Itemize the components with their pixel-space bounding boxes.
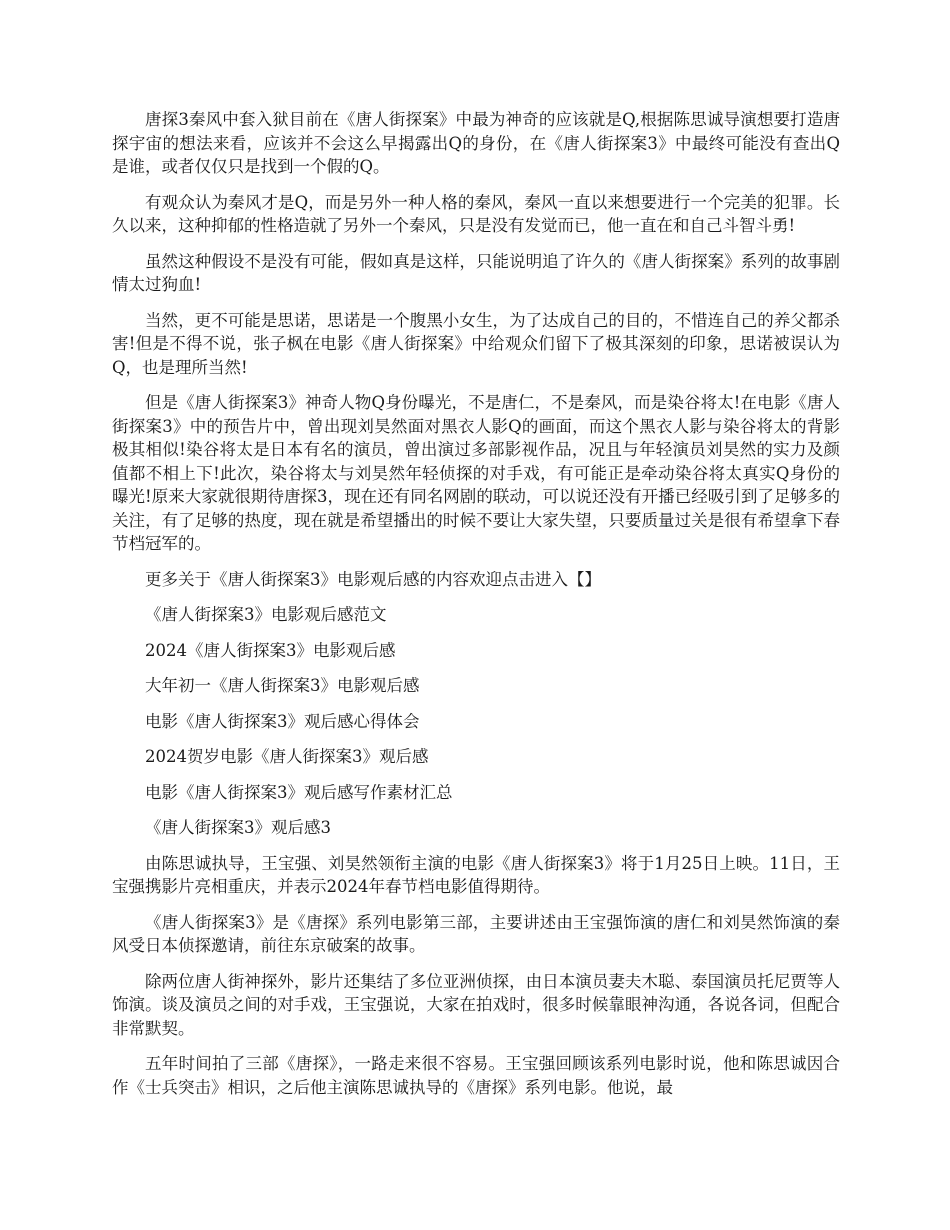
- paragraph: 有观众认为秦风才是Q，而是另外一种人格的秦风，秦风一直以来想要进行一个完美的犯罪。长久以来，这种抑郁的性格造就了另外一个秦风，只是没有发觉而已，他一直在和自己斗智斗勇!: [112, 192, 840, 235]
- paragraph: 但是《唐人街探案3》神奇人物Q身份曝光，不是唐仁，不是秦风，而是染谷将太!在电影《唐人街探案3》中的预告片中，曾出现刘昊然面对黑衣人影Q的画面，而这个黑衣人影与染谷将太的背影极其相似!染谷将太是日本有名的演员，曾出演过多部影视作品，况且与年轻演员刘昊然的实力及颜值都不相上下!此次，染谷将太与刘昊然年轻侦探的对手戏，有可能正是牵动染谷将太真实Q身份的曝光!原来大家就很期待唐探3，现在还有同名网剧的联动，可以说还没有开播已经吸引到了足够多的关注，有了足够的热度，现在就是希望播出的时候不要让大家失望，只要质量过关是很有希望拿下春节档冠军的。: [112, 393, 840, 553]
- section-title: 《唐人街探案3》观后感3: [145, 818, 331, 837]
- paragraph: 唐探3秦风中套入狱目前在《唐人街探案》中最为神奇的应该就是Q,根据陈思诚导演想要打造唐探宇宙的想法来看，应该并不会这么早揭露出Q的身份，在《唐人街探案3》中最终可能没有查出Q是谁，或者仅仅只是找到一个假的Q。: [112, 110, 840, 176]
- related-link[interactable]: 电影《唐人街探案3》观后感写作素材汇总: [145, 782, 453, 802]
- paragraph: 当然，更不可能是思诺，思诺是一个腹黑小女生，为了达成自己的目的，不惜连自己的养父都杀害!但是不得不说，张子枫在电影《唐人街探案》中给观众们留下了极其深刻的印象，思诺被误认为Q，也是理所当然!: [112, 310, 840, 377]
- more-prompt[interactable]: 更多关于《唐人街探案3》电影观后感的内容欢迎点击进入【】: [145, 569, 601, 589]
- paragraph: 由陈思诚执导，王宝强、刘昊然领衔主演的电影《唐人街探案3》将于1月25日上映。11日，王宝强携影片亮相重庆，并表示2024年春节档电影值得期待。: [112, 853, 840, 896]
- paragraph: 《唐人街探案3》是《唐探》系列电影第三部，主要讲述由王宝强饰演的唐仁和刘昊然饰演的秦风受日本侦探邀请，前往东京破案的故事。: [112, 912, 840, 955]
- related-link[interactable]: 《唐人街探案3》电影观后感范文: [145, 605, 387, 624]
- related-link[interactable]: 2024贺岁电影《唐人街探案3》观后感: [145, 747, 429, 766]
- related-link[interactable]: 2024《唐人街探案3》电影观后感: [145, 640, 396, 660]
- related-link[interactable]: 大年初一《唐人街探案3》电影观后感: [145, 676, 420, 695]
- paragraph: 五年时间拍了三部《唐探》，一路走来很不容易。王宝强回顾该系列电影时说，他和陈思诚因合作《士兵突击》相识，之后他主演陈思诚执导的《唐探》系列电影。他说，最: [112, 1054, 840, 1097]
- document-body: [112, 108, 840, 1111]
- related-link[interactable]: 电影《唐人街探案3》观后感心得体会: [145, 711, 420, 731]
- paragraph: 虽然这种假设不是没有可能，假如真是这样，只能说明追了许久的《唐人街探案》系列的故事剧情太过狗血!: [112, 251, 840, 294]
- paragraph: 除两位唐人街神探外，影片还集结了多位亚洲侦探，由日本演员妻夫木聪、泰国演员托尼贾等人饰演。谈及演员之间的对手戏，王宝强说，大家在拍戏时，很多时候靠眼神沟通，各说各词，但配合非常默契。: [112, 971, 840, 1038]
